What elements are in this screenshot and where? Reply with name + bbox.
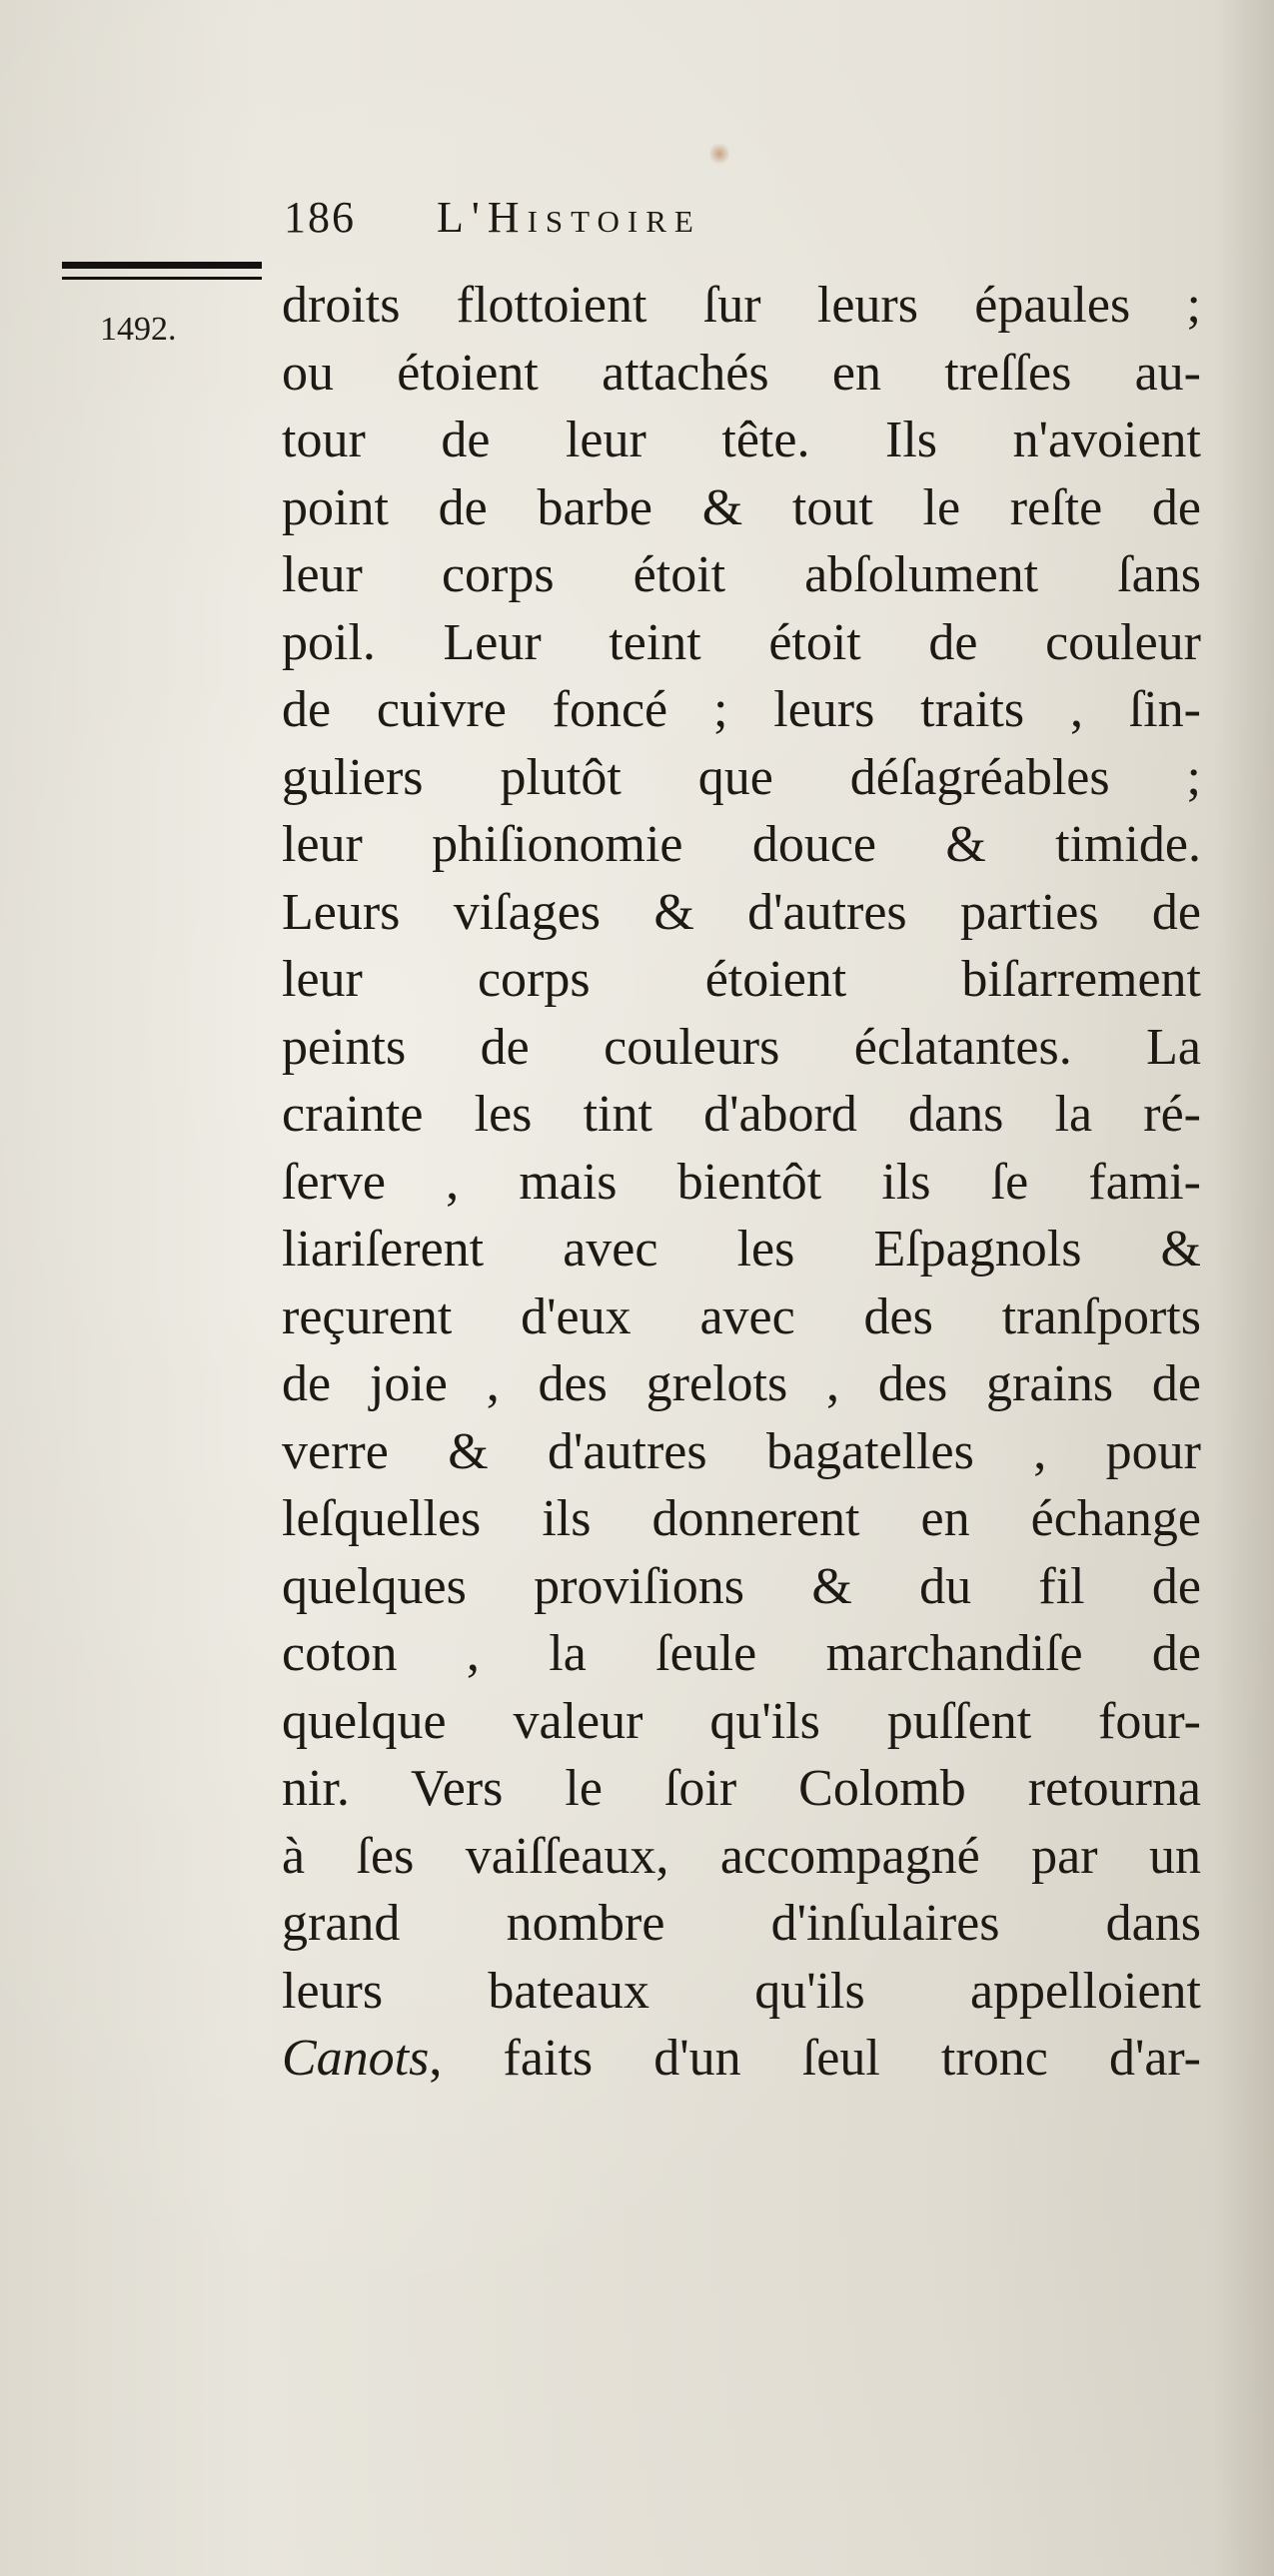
text-line: de joie , des grelots , des grains de [282, 1355, 1201, 1412]
text-line: point de barbe & tout le reſte de [282, 478, 1201, 536]
paper-stain [709, 142, 729, 166]
text-line: ſerve , mais bientôt ils ſe fami- [282, 1153, 1201, 1211]
text-line: grand nombre d'inſulaires dans [282, 1895, 1201, 1952]
text-line: leur phiſionomie douce & timide. [282, 816, 1201, 873]
text-line: leſquelles ils donnerent en échange [282, 1490, 1201, 1547]
text-line: verre & d'autres bagatelles , pour [282, 1422, 1201, 1480]
margin-rule-thick [62, 262, 262, 269]
margin-year-note: 1492. [100, 311, 177, 348]
text-line: coton , la ſeule marchandiſe de [282, 1625, 1201, 1682]
body-text [282, 272, 1201, 2093]
text-line-last [282, 2025, 1201, 2093]
last-line-rest: , faits d'un ſeul tronc d'ar- [429, 2030, 1201, 2087]
text-line: peints de couleurs éclatantes. La [282, 1018, 1201, 1076]
text-line: quelque valeur qu'ils puſſent four- [282, 1692, 1201, 1750]
text-line: reçurent d'eux avec des tranſports [282, 1288, 1201, 1345]
text-line: de cuivre foncé ; leurs traits , ſin- [282, 681, 1201, 738]
text-line: à ſes vaiſſeaux, accompagné par un [282, 1827, 1201, 1885]
text-line: leur corps étoient biſarrement [282, 951, 1201, 1008]
text-line: crainte les tint d'abord dans la ré- [282, 1086, 1201, 1143]
text-line: tour de leur tête. Ils n'avoient [282, 412, 1201, 468]
text-line: quelques proviſions & du fil de [282, 1557, 1201, 1615]
text-line: ou étoient attachés en treſſes au- [282, 344, 1201, 402]
text-line: leur corps étoit abſolument ſans [282, 546, 1201, 603]
page-number: 186 [284, 193, 356, 242]
running-title: L'Histoire [437, 193, 701, 242]
text-line: Leurs viſages & d'autres parties de [282, 883, 1201, 941]
margin-rule-thin [62, 277, 262, 280]
text-line: poil. Leur teint étoit de couleur [282, 613, 1201, 671]
text-line: guliers plutôt que déſagréables ; [282, 748, 1201, 806]
text-line: liariſerent avec les Eſpagnols & [282, 1221, 1201, 1278]
text-line: droits flottoient ſur leurs épaules ; [282, 277, 1201, 334]
text-line: nir. Vers le ſoir Colomb retourna [282, 1760, 1201, 1817]
text-line: leurs bateaux qu'ils appelloient [282, 1962, 1201, 2020]
running-header [284, 188, 1003, 248]
italic-word: Canots [282, 2030, 430, 2087]
gutter-shadow [1214, 0, 1274, 2576]
